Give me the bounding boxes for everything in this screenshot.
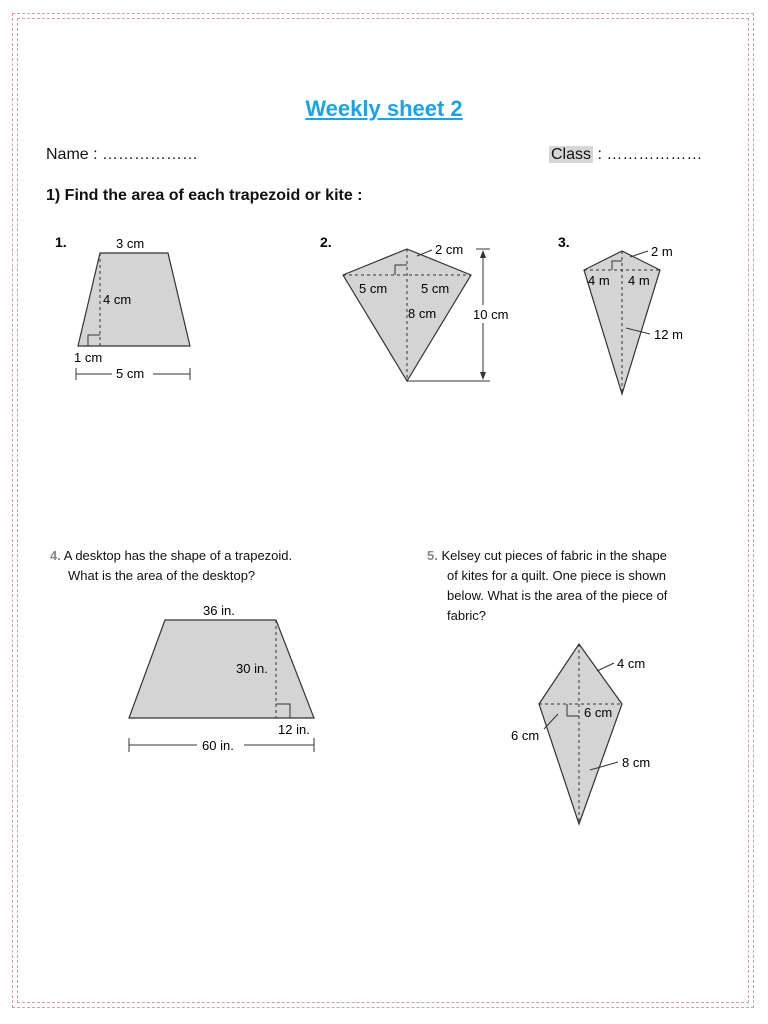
- figure-1-number: 1.: [55, 234, 67, 250]
- fig5-top-label: 4 cm: [617, 656, 646, 671]
- problem-4-line2: What is the area of the desktop?: [68, 568, 256, 583]
- problem-4-number: 4.: [50, 548, 61, 563]
- question-1-heading: 1) Find the area of each trapezoid or kite :: [46, 187, 363, 204]
- fig4-base-label: 60 in.: [202, 738, 234, 753]
- problem-5-line2: of kites for a quilt. One piece is shown: [447, 568, 666, 583]
- fig5-right-label: 6 cm: [584, 705, 613, 720]
- fig3-right-label: 4 m: [628, 273, 650, 288]
- problem-5-line3: below. What is the area of the piece of: [447, 588, 668, 603]
- fig3-lower-label: 12 m: [654, 327, 683, 342]
- figure-3-number: 3.: [558, 234, 570, 250]
- fig1-height-label: 4 cm: [103, 292, 132, 307]
- fig3-top-label: 2 m: [651, 244, 673, 259]
- fig3-left-label: 4 m: [588, 273, 610, 288]
- fig1-base-label: 5 cm: [116, 366, 145, 381]
- fig2-lower-label: 8 cm: [408, 306, 437, 321]
- fig2-right-label: 5 cm: [421, 281, 450, 296]
- fig4-offset-label: 12 in.: [278, 722, 310, 737]
- fig2-top-label: 2 cm: [435, 242, 464, 257]
- problem-5-line1: Kelsey cut pieces of fabric in the shape: [441, 548, 667, 563]
- kite-5-shape: [539, 644, 622, 824]
- fig1-offset-label: 1 cm: [74, 350, 103, 365]
- fig1-top-label: 3 cm: [116, 236, 145, 251]
- fig2-left-label: 5 cm: [359, 281, 388, 296]
- problem-5-number: 5.: [427, 548, 438, 563]
- figure-2-number: 2.: [320, 234, 332, 250]
- name-field: Name : ………………: [46, 146, 199, 163]
- fig2-total-label: 10 cm: [473, 307, 509, 322]
- fig4-top-label: 36 in.: [203, 603, 235, 618]
- fig5-lower-label: 8 cm: [622, 755, 651, 770]
- class-label: Class: [551, 146, 592, 163]
- problem-5-line4: fabric?: [447, 608, 487, 623]
- class-dots: : ………………: [593, 146, 703, 163]
- fig5-left-label: 6 cm: [511, 728, 540, 743]
- fig4-height-label: 30 in.: [236, 661, 268, 676]
- page-title: Weekly sheet 2: [305, 96, 463, 121]
- problem-4-line1: A desktop has the shape of a trapezoid.: [63, 548, 293, 563]
